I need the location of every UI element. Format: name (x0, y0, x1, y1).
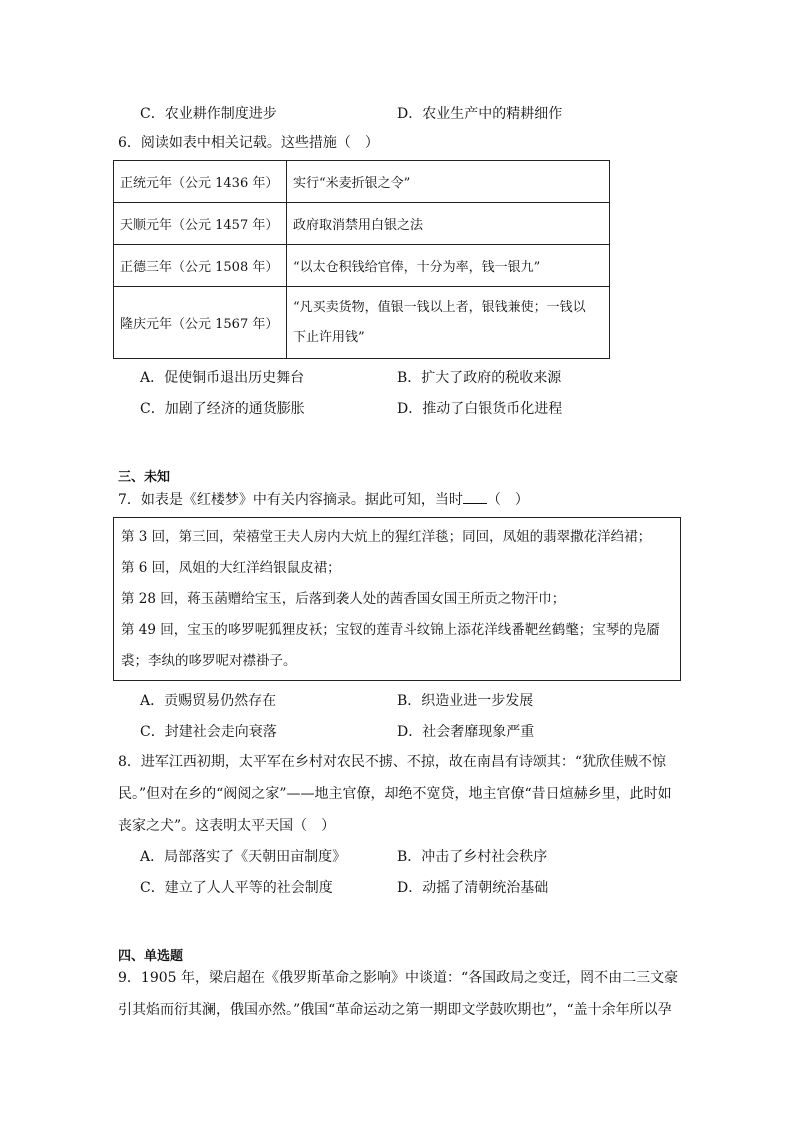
q5-option-c: C．农业耕作制度进步 (140, 106, 277, 122)
q7-excerpt-line: 裘；李纨的哆罗呢对襟褂子。 (121, 653, 297, 669)
q6-option-c: C．加剧了经济的通货膨胀 (140, 401, 305, 417)
q7-stem-text: 7．如表是《红楼梦》中有关内容摘录。据此可知，当时 (118, 492, 463, 508)
q7-option-b: B．织造业进一步发展 (397, 693, 534, 709)
q8-option-c: C．建立了人人平等的社会制度 (140, 880, 333, 896)
q6-option-a: A．促使铜币退出历史舞台 (140, 370, 305, 386)
table-cell-event-line: “凡买卖货物，值银一钱以上者，银钱兼使；一钱以 (293, 299, 586, 315)
q5-option-d: D．农业生产中的精耕细作 (397, 106, 563, 122)
table-row (114, 287, 610, 359)
table-cell-year: 天顺元年（公元 1457 年） (114, 203, 287, 245)
q9-stem-line: 9．1905 年，梁启超在《俄罗斯革命之影响》中谈道：“各国政局之变迁，罔不由二三文豪 (118, 970, 679, 986)
q6-stem: 6．阅读如表中相关记载。这些措施（ ） (118, 135, 379, 151)
q8-option-b: B．冲击了乡村社会秩序 (397, 849, 548, 865)
q7-excerpt-line: 第 6 回，凤姐的大红洋绉银鼠皮裙； (121, 560, 341, 576)
table-cell-event: “以太仓积钱给官俸，十分为率，钱一银九” (287, 245, 610, 287)
table-cell-event-line: 下止许用钱” (293, 329, 365, 345)
table-cell-year: 隆庆元年（公元 1567 年） (114, 287, 287, 359)
table-row (114, 203, 610, 245)
q7-option-a: A．贡赐贸易仍然存在 (140, 693, 277, 709)
q8-stem-line: 8．进军江西初期，太平军在乡村对农民不掳、不掠，故在南昌有诗颂其：“犹欣佳贼不惊 (118, 754, 667, 770)
table-cell-year: 正德三年（公元 1508 年） (114, 245, 287, 287)
q8-stem-line: 丧家之犬”。这表明太平天国（ ） (118, 818, 336, 834)
table-row (114, 245, 610, 287)
table-cell-year: 正统元年（公元 1436 年） (114, 161, 287, 203)
table-cell-event: 政府取消禁用白银之法 (287, 203, 610, 245)
q6-table (113, 160, 610, 359)
q8-stem-line: 民。”但对在乡的“阀阅之家”——地主官僚，却绝不宽贷，地主官僚“昔日煊赫乡里，此时如 (118, 786, 672, 802)
q9-stem-line: 引其焰而衍其澜，俄国亦然。”俄国“革命运动之第一期即文学鼓吹期也”，“盖十余年所以孕 (118, 1002, 672, 1018)
q7-excerpt-box (113, 517, 681, 681)
table-cell-event: 实行“米麦折银之令” (287, 161, 610, 203)
q7-excerpt-line: 第 28 回，蒋玉菡赠给宝玉，后落到袭人处的茜香国女国王所贡之物汗巾； (121, 591, 566, 607)
answer-blank (463, 489, 487, 504)
q7-option-c: C．封建社会走向衰落 (140, 724, 277, 740)
q6-option-b: B．扩大了政府的税收来源 (397, 370, 562, 386)
q8-option-a: A．局部落实了《天朝田亩制度》 (140, 849, 347, 865)
q7-excerpt-line: 第 49 回，宝玉的哆罗呢狐狸皮袄；宝钗的莲青斗纹锦上添花洋线番靶丝鹤氅；宝琴的凫靥 (121, 622, 660, 638)
q7-excerpt-line: 第 3 回，第三回，荣禧堂王夫人房内大炕上的猩红洋毯；同回，凤姐的翡翠撒花洋绉裙； (121, 529, 652, 545)
q7-option-d: D．社会奢靡现象严重 (397, 724, 535, 740)
section-heading-4: 四、单选题 (118, 949, 184, 964)
table-cell-event (287, 287, 610, 359)
q6-option-d: D．推动了白银货币化进程 (397, 401, 563, 417)
q8-option-d: D．动摇了清朝统治基础 (397, 880, 549, 896)
q7-stem-paren: （ ） (486, 492, 529, 508)
section-heading-3: 三、未知 (118, 470, 171, 485)
table-row (114, 161, 610, 203)
q7-stem (118, 485, 529, 515)
